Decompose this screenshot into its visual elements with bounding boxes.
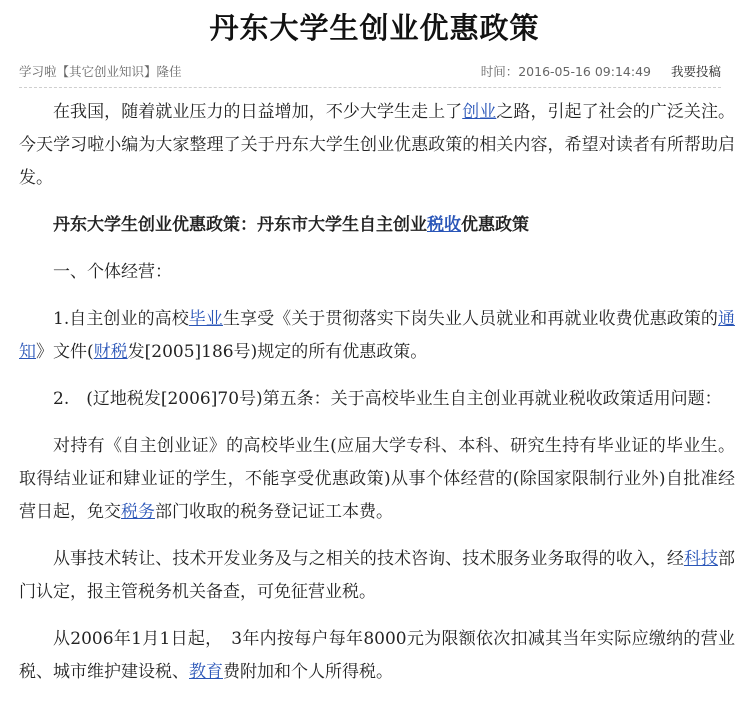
divider bbox=[19, 87, 721, 88]
article-meta bbox=[19, 62, 721, 82]
paragraph-intro: 在我国，随着就业压力的日益增加，不少大学生走上了创业之路，引起了社会的广泛关注。今天学习啦小编为大家整理了关于丹东大学生创业优惠政策的相关内容，希望对读者有所帮助启发。 bbox=[19, 102, 736, 188]
page-title: 丹东大学生创业优惠政策 bbox=[209, 11, 540, 45]
submit-article-link[interactable]: 我要投稿 bbox=[670, 64, 721, 79]
link-jiaoyu[interactable]: 教育 bbox=[189, 662, 223, 682]
section-heading: 丹东大学生创业优惠政策：丹东市大学生自主创业税收优惠政策 bbox=[53, 215, 529, 235]
link-biye[interactable]: 毕业 bbox=[188, 309, 223, 329]
article-meta-right bbox=[481, 62, 721, 80]
paragraph-tax-deduction: 从2006年1月1日起， 3年内按每户每年8000元为限额依次扣减其当年实际应缴纳的营业税、城市维护建设税、教育费附加和个人所得税。 bbox=[19, 629, 735, 682]
publish-time: 2016-05-16 09:14:49 bbox=[518, 64, 651, 79]
paragraph-tech: 从事技术转让、技术开发业务及与之相关的技术咨询、技术服务业务取得的收入，经科技部门认定，报主管税务机关备查，可免征营业税。 bbox=[19, 549, 736, 602]
paragraph-certificate: 对持有《自主创业证》的高校毕业生(应届大学专科、本科、研究生持有毕业证的毕业生。取得结业证和肄业证的学生，不能享受优惠政策)从事个体经营的(除国家限制行业外)自批准经营日起，免交税务部门收取的税务登记证工本费。 bbox=[19, 436, 735, 522]
paragraph-geti: 一、个体经营： bbox=[53, 262, 172, 282]
time-label: 时间： bbox=[480, 64, 519, 79]
article-body bbox=[19, 96, 735, 703]
paragraph-item-2: 2. (辽地税发[2006]70号)第五条：关于高校毕业生自主创业再就业税收政策适用问题： bbox=[53, 389, 722, 409]
link-chuangye[interactable]: 创业 bbox=[462, 102, 497, 122]
link-tongzhi[interactable]: 通知 bbox=[19, 309, 736, 362]
paragraph-item-1: 1.自主创业的高校毕业生享受《关于贯彻落实下岗失业人员就业和再就业收费优惠政策的通知》文件(财税发[2005]186号)规定的所有优惠政策。 bbox=[19, 309, 736, 362]
link-keji[interactable]: 科技 bbox=[683, 549, 719, 569]
link-caishui[interactable]: 财税 bbox=[93, 342, 128, 362]
link-shuiwu[interactable]: 税务 bbox=[121, 502, 155, 522]
article-source: 学习啦【其它创业知识】隆佳 bbox=[19, 64, 182, 79]
link-shuishou[interactable]: 税收 bbox=[427, 215, 461, 235]
